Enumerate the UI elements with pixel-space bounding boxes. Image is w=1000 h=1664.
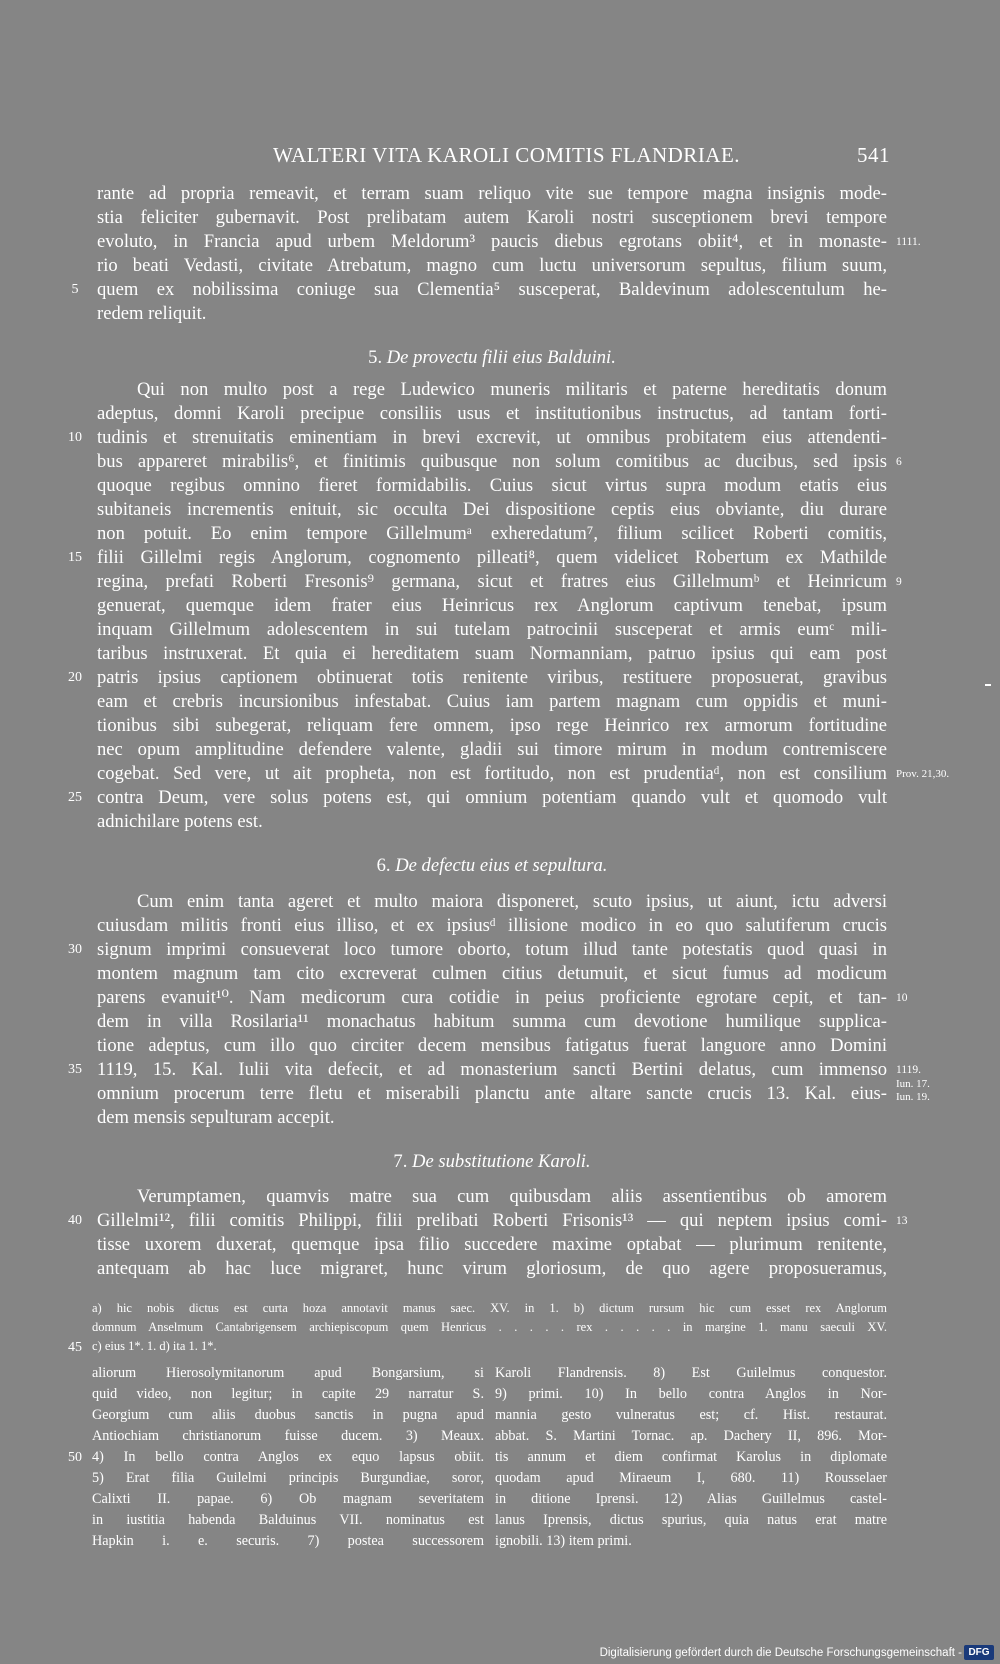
body-line: Cum enim tanta ageret et multo maiora disponeret, scuto ipsius, ut aiunt, ictu adversi xyxy=(137,891,887,912)
dfg-logo: DFG xyxy=(964,1645,994,1660)
body-line: rante ad propria remeavit, et terram suam reliquo vite sue tempore magna insignis mode- xyxy=(97,183,887,204)
body-line: dem mensis sepulturam accepit. xyxy=(97,1107,335,1128)
page-number: 541 xyxy=(857,143,890,167)
body-line: 1119, 15. Kal. Iulii vita defecit, et ad monasterium sancti Bertini delatus, cum immenso xyxy=(97,1059,887,1080)
body-line: parens evanuit¹⁰. Nam medicorum cura cotidie in peius proficiente egrotare cepit, et tan- xyxy=(97,987,887,1008)
margin-note: 10 xyxy=(896,992,908,1004)
body-line: adeptus, domni Karoli precipue consiliis usus et institutionibus instructus, ad tantam forti- xyxy=(97,403,887,424)
footnote-line: lanus Iprensis, dictus spurius, quia natus erat matre xyxy=(495,1512,887,1528)
body-line: nec opum amplitudine defendere valente, gladii sui timore mirum in modum contremiscere xyxy=(97,739,887,760)
footnote-line: quid video, non legitur; in capite 29 narratur S. xyxy=(92,1386,484,1402)
body-line: tisse uxorem duxerat, quemque ipsa filio succedere maxime optabat — plurimum renitente, xyxy=(97,1234,887,1255)
body-line: montem magnum tam cito excreverat culmen citius detumuit, et sicut fumus ad modicum xyxy=(97,963,887,984)
body-line: redem reliquit. xyxy=(97,303,207,324)
critical-apparatus-line: domnum Anselmum Cantabrigensem archiepiscopum quem Henricus . . . . . rex . . . . . in margine 1. manu saeculi XV. xyxy=(92,1320,887,1334)
section-title: De defectu eius et sepultura. xyxy=(395,855,608,876)
section-title: De substitutione Karoli. xyxy=(412,1151,591,1172)
running-head-title: WALTERI VITA KAROLI COMITIS FLANDRIAE. xyxy=(273,143,741,167)
body-line: Verumptamen, quamvis matre sua cum quibusdam aliis assentientibus ob amorem xyxy=(137,1186,887,1207)
body-line: quem ex nobilissima coniuge sua Clementia⁵ susceperat, Baldevinum adolescentulum he- xyxy=(97,279,887,300)
footnote-line: in ditione Iprensi. 12) Alias Guillelmus castel- xyxy=(495,1491,887,1507)
footnote-line: 9) primi. 10) In bello contra Anglos in Nor- xyxy=(495,1386,887,1402)
footnote-line: mannia gesto vulneratus est; cf. Hist. restaurat. xyxy=(495,1407,887,1423)
body-line: omnium procerum terre fletu et miserabili planctu ante altare sancte crucis 13. Kal. eius- xyxy=(97,1083,887,1104)
body-line: adnichilare potens est. xyxy=(97,811,263,832)
footnote-line: quodam apud Miraeum I, 680. 11) Rousselaer xyxy=(495,1470,887,1486)
critical-apparatus-line: c) eius 1*. 1. d) ita 1. 1*. xyxy=(92,1339,217,1353)
footnote-line: Hapkin i. e. securis. 7) postea successorem xyxy=(92,1533,484,1549)
line-number: 10 xyxy=(68,430,82,445)
body-line: non potuit. Eo enim tempore Gillelmumᵃ exheredatum⁷, filium scilicet Roberti comitis, xyxy=(97,523,887,544)
footnote-line: 4) In bello contra Anglos ex equo lapsus obiit. xyxy=(92,1449,484,1465)
footnote-line: Calixti II. papae. 6) Ob magnam severitatem xyxy=(92,1491,484,1507)
section-number: 5. xyxy=(368,347,383,368)
footnote-line: Antiochiam christianorum fuisse ducem. 3) Meaux. xyxy=(92,1428,484,1444)
footnote-line: ignobili. 13) item primi. xyxy=(495,1533,632,1549)
body-line: antequam ab hac luce migraret, hunc virum gloriosum, de quo agere proposueramus, xyxy=(97,1258,887,1279)
body-line: subitaneis incrementis enituit, sic occulta Dei dispositione ceptis eius obviante, diu durare xyxy=(97,499,887,520)
footnote-line: 5) Erat filia Guilelmi principis Burgundiae, soror, xyxy=(92,1470,484,1486)
body-line: eam et crebris incursionibus infestabat. Cuius iam partem magnam cum oppidis et muni- xyxy=(97,691,887,712)
line-number: 20 xyxy=(68,670,82,685)
body-line: cogebat. Sed vere, ut ait propheta, non est fortitudo, non est prudentiaᵈ, non est consilium xyxy=(97,763,887,784)
running-head xyxy=(90,140,890,170)
body-line: bus appareret mirabilis⁶, et finitimis quibusque non solum comitibus ac ducibus, sed ipsis xyxy=(97,451,887,472)
margin-note: 1119. xyxy=(896,1064,922,1076)
margin-note: 1111. xyxy=(896,236,921,248)
line-number: 45 xyxy=(68,1340,82,1355)
body-line: regina, prefati Roberti Fresonis⁹ germana, sicut et fratres eius Gillelmumᵇ et Heinricum xyxy=(97,571,887,592)
section-title: De provectu filii eius Balduini. xyxy=(386,347,616,368)
body-line: tionibus sibi subegerat, reliquam fere omnem, ipso rege Heinrico rex armorum fortitudine xyxy=(97,715,887,736)
body-line: filii Gillelmi regis Anglorum, cognomento pilleati⁸, quem videlicet Robertum ex Mathilde xyxy=(97,547,887,568)
margin-note: Iun. 19. xyxy=(896,1091,930,1103)
body-line: stia feliciter gubernavit. Post prelibatam autem Karoli nostri susceptionem brevi tempore xyxy=(97,207,887,228)
line-number: 5 xyxy=(71,282,79,297)
body-line: taribus instruxerat. Et quia ei hereditatem suam Normanniam, patruo ipsius qui eam post xyxy=(97,643,887,664)
body-line: evoluto, in Francia apud urbem Meldorum³ paucis diebus egrotans obiit⁴, et in monaste- xyxy=(97,231,887,252)
section-heading xyxy=(97,345,887,371)
critical-apparatus-line: a) hic nobis dictus est curta hoza annotavit manus saec. XV. in 1. b) dictum rursum hic cum esset rex Anglorum xyxy=(92,1301,887,1315)
margin-note: 9 xyxy=(896,576,902,588)
margin-mark xyxy=(985,684,991,686)
section-number: 7. xyxy=(393,1151,408,1172)
body-line: Qui non multo post a rege Ludewico muneris militaris et paterne hereditatis donum xyxy=(137,379,887,400)
body-line: tudinis et strenuitatis eminentiam in brevi excrevit, ut omnibus probitatem eius attendenti- xyxy=(97,427,887,448)
body-line: patris ipsius captionem obtinuerat totis renitente viribus, restituere proposuerat, gravibus xyxy=(97,667,887,688)
body-line: signum imprimi consueverat loco tumore oborto, totum illud tante potestatis quod quasi in xyxy=(97,939,887,960)
margin-note: 6 xyxy=(896,456,902,468)
line-number: 50 xyxy=(68,1450,82,1465)
footnote-line: aliorum Hierosolymitanorum apud Bongarsium, si xyxy=(92,1365,484,1381)
digitization-credit: Digitalisierung gefördert durch die Deutsche Forschungsgemeinschaft - xyxy=(599,1647,962,1659)
margin-note: Prov. 21,30. xyxy=(896,768,950,780)
body-line: rio beati Vedasti, civitate Atrebatum, magno cum luctu universorum sepultus, filium suum, xyxy=(97,255,887,276)
line-number: 30 xyxy=(68,942,82,957)
body-line: contra Deum, vere solus potens est, qui omnium potentiam quando vult et quomodo vult xyxy=(97,787,887,808)
footnote-line: Karoli Flandrensis. 8) Est Guilelmus conquestor. xyxy=(495,1365,887,1381)
body-line: cuiusdam militis fronti eius illiso, et ex ipsiusᵈ illisione modico in eo quo salutiferum crucis xyxy=(97,915,887,936)
body-line: inquam Gillelmum adolescentem in sui tutelam patrocinii susceperat et armis eumᶜ mili- xyxy=(97,619,887,640)
body-line: tione adeptus, cum illo quo circiter decem mensibus fatigatus fuerat languore anno Domini xyxy=(97,1035,887,1056)
margin-note: Iun. 17. xyxy=(896,1078,930,1090)
body-line: dem in villa Rosilaria¹¹ monachatus habitum summa cum devotione humilique supplica- xyxy=(97,1011,887,1032)
section-heading xyxy=(97,1149,887,1175)
footnote-line: abbat. S. Martini Tornac. ap. Dachery II, 896. Mor- xyxy=(495,1428,887,1444)
line-number: 35 xyxy=(68,1062,82,1077)
line-number: 25 xyxy=(68,790,82,805)
line-number: 40 xyxy=(68,1213,82,1228)
footnote-line: Georgium cum aliis duobus sanctis in pugna apud xyxy=(92,1407,484,1423)
body-line: Gillelmi¹², filii comitis Philippi, filii prelibati Roberti Frisonis¹³ — qui neptem ipsius comi- xyxy=(97,1210,887,1231)
margin-note: 13 xyxy=(896,1215,908,1227)
footnote-line: tis annum et diem confirmat Karolus in diplomate xyxy=(495,1449,887,1465)
section-heading xyxy=(97,853,887,879)
footnote-line: in iustitia habenda Balduinus VII. nominatus est xyxy=(92,1512,484,1528)
section-number: 6. xyxy=(376,855,391,876)
line-number: 15 xyxy=(68,550,82,565)
body-line: quoque regibus omnino fieret formidabilis. Cuius sicut virtus supra modum etatis eius xyxy=(97,475,887,496)
body-line: genuerat, quemque idem frater eius Heinricus rex Anglorum captivum tenebat, ipsum xyxy=(97,595,887,616)
